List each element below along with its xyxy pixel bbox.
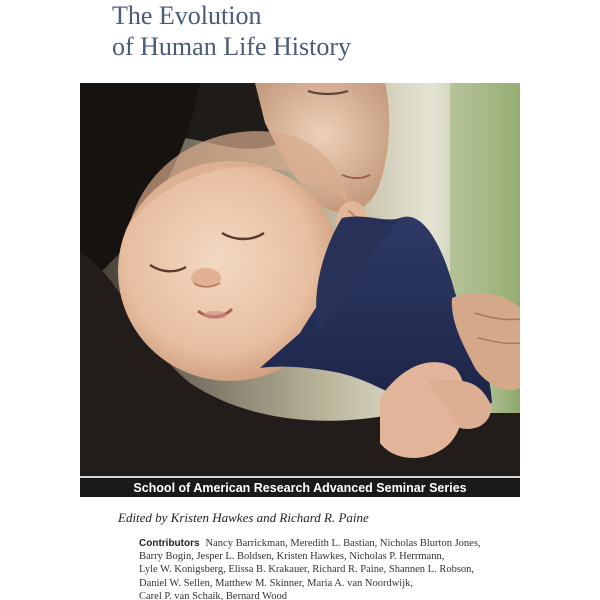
contributors-line-2: Barry Bogin, Jesper L. Boldsen, Kristen Hawkes, Nicholas P. Herrmann, — [139, 551, 445, 563]
contributors-names: Nancy Barrickman, Meredith L. Bastian, Nicholas Blurton Jones, — [205, 538, 481, 549]
editors-line: Edited by Kristen Hawkes and Richard R. Paine — [118, 510, 369, 525]
contributors-line-5: Carel P. van Schaik, Bernard Wood — [139, 590, 287, 600]
series-name: School of American Research Advanced Seminar Series — [133, 480, 467, 495]
contributors-line-1 — [139, 537, 579, 550]
book-title — [112, 0, 351, 62]
cover-photo — [80, 83, 520, 476]
contributors-line-3: Lyle W. Konigsberg, Elissa B. Krakauer, Richard R. Paine, Shannen L. Robson, — [139, 564, 475, 576]
sleeping-baby-illustration — [80, 83, 520, 476]
contributors-block — [139, 537, 579, 600]
contributors-label: Contributors — [139, 538, 200, 549]
series-banner — [80, 476, 520, 497]
contributors-line-4: Daniel W. Sellen, Matthew M. Skinner, Maria A. van Noordwijk, — [139, 577, 413, 589]
title-line-1: The Evolution — [112, 1, 262, 30]
title-line-2: of Human Life History — [112, 32, 352, 61]
